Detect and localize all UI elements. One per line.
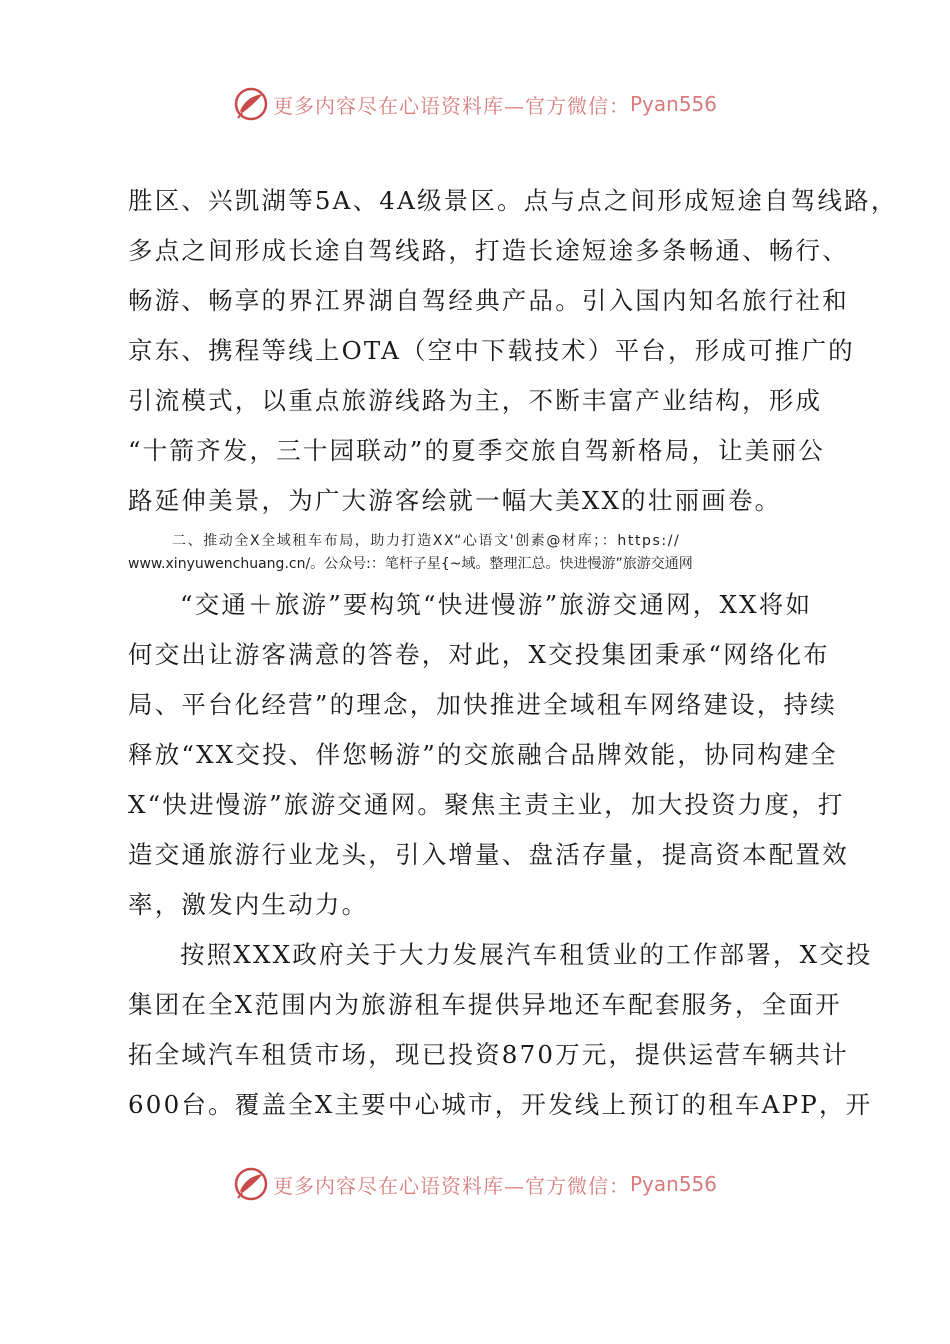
paragraph-3 bbox=[128, 932, 873, 1132]
text-line: 胜区、兴凯湖等5A、4A级景区。点与点之间形成短途自驾线路， bbox=[128, 186, 898, 215]
text-line: 京东、携程等线上OTA（空中下载技术）平台，形成可推广的 bbox=[128, 336, 855, 365]
paragraph-2 bbox=[128, 582, 849, 932]
text-line: 率，激发内生动力。 bbox=[128, 890, 369, 919]
text-line: 集团在全X范围内为旅游租车提供异地还车配套服务，全面开 bbox=[128, 990, 842, 1019]
banner-wechat-id: Pyan556 bbox=[629, 1172, 717, 1196]
text-line: 局、平台化经营”的理念，加快推进全域租车网络建设，持续 bbox=[128, 690, 837, 719]
text-line: 造交通旅游行业龙头，引入增量、盘活存量，提高资本配置效 bbox=[128, 840, 849, 869]
header-banner bbox=[0, 80, 950, 128]
heading-line: 二、推动全X全域租车布局，助力打造XX“心语文'创素@材库；：https:// bbox=[172, 533, 681, 549]
text-line: “交通＋旅游”要构筑“快进慢游”旅游交通网，XX将如 bbox=[180, 590, 813, 619]
text-line: 释放“XX交投、伴您畅游”的交旅融合品牌效能，协同构建全 bbox=[128, 740, 838, 769]
text-line: 路延伸美景，为广大游客绘就一幅大美XX的壮丽画卷。 bbox=[128, 486, 782, 515]
text-line: 拓全域汽车租赁市场，现已投资870万元，提供运营车辆共计 bbox=[128, 1040, 849, 1069]
section-heading bbox=[128, 530, 834, 576]
text-line: X“快进慢游”旅游交通网。聚焦主责主业，加大投资力度，打 bbox=[128, 790, 845, 819]
banner-text: 更多内容尽在心语资料库—官方微信： bbox=[272, 93, 630, 118]
paragraph-1 bbox=[128, 178, 898, 528]
footer-banner bbox=[0, 1160, 950, 1208]
heading-line: www.xinyuwenchuang.cn/。公众号:：笔杆子星{~域。整理汇总。快进慢游”旅游交通网 bbox=[128, 556, 693, 572]
banner-text: 更多内容尽在心语资料库—官方微信： bbox=[272, 1173, 630, 1198]
text-line: 按照XXX政府关于大力发展汽车租赁业的工作部署，X交投 bbox=[180, 940, 873, 969]
text-line: 600台。覆盖全X主要中心城市，开发线上预订的租车APP，开 bbox=[128, 1090, 873, 1119]
document-body bbox=[128, 178, 898, 1132]
pen-logo-icon bbox=[233, 1166, 269, 1202]
text-line: 何交出让游客满意的答卷，对此，X交投集团秉承“网络化布 bbox=[128, 640, 830, 669]
text-line: 畅游、畅享的界江界湖自驾经典产品。引入国内知名旅行社和 bbox=[128, 286, 849, 315]
text-line: 引流模式，以重点旅游线路为主，不断丰富产业结构，形成 bbox=[128, 386, 823, 415]
text-line: “十箭齐发，三十园联动”的夏季交旅自驾新格局，让美丽公 bbox=[128, 436, 825, 465]
banner-wechat-id: Pyan556 bbox=[629, 92, 717, 116]
text-line: 多点之间形成长途自驾线路，打造长途短途多条畅通、畅行、 bbox=[128, 236, 849, 265]
pen-logo-icon bbox=[233, 86, 269, 122]
